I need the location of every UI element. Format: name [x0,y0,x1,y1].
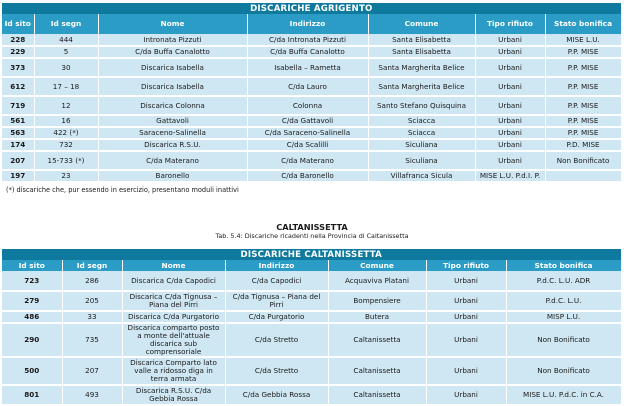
table-cell: Sciacca [368,127,475,139]
column-header: Comune [368,14,475,34]
table-cell: MISE L.U. P.d.I. P. [475,170,545,182]
table-cell: C/da Lauro [247,77,368,96]
table-cell: Caltanissetta [328,323,426,357]
caltanissetta-table [2,249,622,406]
table-cell: P.P. MISE [545,115,621,127]
table-cell: C/da Saraceno-Salinella [247,127,368,139]
table-row [2,271,621,291]
table-cell: Non Bonificato [506,357,621,385]
table-cell: Santa Elisabetta [368,46,475,58]
table-cell: 16 [34,115,98,127]
table-cell: Discarica C/da Capodici [122,271,225,291]
column-header: Tipo rifiuto [475,14,545,34]
table-cell: 17 – 18 [34,77,98,96]
table-row [2,385,621,405]
table-cell: 30 [34,58,98,77]
table-cell: 801 [2,385,62,405]
table-cell: 373 [2,58,34,77]
table-cell: C/da Stretto [225,357,328,385]
column-header: Comune [328,260,426,271]
table-cell: C/da Capodici [225,271,328,291]
table-cell: Non Bonificato [506,323,621,357]
table-cell: Discarica R.S.U. C/da Gebbia Rossa [122,385,225,405]
table-cell: 444 [34,34,98,46]
table-cell: Saraceno-Salinella [98,127,247,139]
table-cell: 12 [34,96,98,115]
column-header: Id segn [62,260,122,271]
table-cell: Santo Stefano Quisquina [368,96,475,115]
table-cell: Discarica Colonna [98,96,247,115]
table-cell: P.P. MISE [545,77,621,96]
table-cell: Urbani [475,46,545,58]
table-cell: Urbani [475,58,545,77]
table-cell: Discarica C/da Purgatorio [122,311,225,323]
table-cell: 422 (*) [34,127,98,139]
table-cell: C/da Tignusa – Piana del Pirri [225,291,328,311]
table-cell [545,170,621,182]
table-cell: Urbani [426,271,506,291]
table-row [2,115,621,127]
table-cell: Villafranca Sicula [368,170,475,182]
table-cell: 563 [2,127,34,139]
table-row [2,323,621,357]
table-title: DISCARICHE CALTANISSETTA [2,249,621,260]
table-cell: P.d.C. L.U. [506,291,621,311]
table-row [2,170,621,182]
table-cell: Urbani [475,34,545,46]
table-cell: Isabella – Rametta [247,58,368,77]
table-cell: 207 [62,357,122,385]
table-cell: 561 [2,115,34,127]
table-cell: 612 [2,77,34,96]
column-header: Nome [122,260,225,271]
table-cell: Siculiana [368,151,475,170]
table-cell: MISE L.U. P.d.C. in C.A. [506,385,621,405]
column-header: Id sito [2,14,34,34]
column-header: Stato bonifica [545,14,621,34]
table-cell: Urbani [475,77,545,96]
table-cell: Urbani [475,115,545,127]
table-cell: Discarica comparto posto a monte dell'attuale discarica sub comprensoriale [122,323,225,357]
table-cell: Urbani [426,323,506,357]
table-row [2,357,621,385]
table-row [2,151,621,170]
table-cell: 197 [2,170,34,182]
agrigento-table [2,3,622,183]
table-cell: P.P. MISE [545,58,621,77]
table-cell: 290 [2,323,62,357]
column-header: Id sito [2,260,62,271]
table-cell: 5 [34,46,98,58]
table-cell: Baronello [98,170,247,182]
table-cell: Urbani [426,385,506,405]
table-row [2,46,621,58]
table-cell: 33 [62,311,122,323]
table-cell: Urbani [475,96,545,115]
table-cell: 229 [2,46,34,58]
table-cell: Discarica Isabella [98,58,247,77]
table-cell: C/da Gebbia Rossa [225,385,328,405]
table-cell: C/da Scalilli [247,139,368,151]
column-header: Indirizzo [247,14,368,34]
column-header: Id segn [34,14,98,34]
table-row [2,291,621,311]
column-header: Tipo rifiuto [426,260,506,271]
table-cell: 735 [62,323,122,357]
table-cell: Gattavoli [98,115,247,127]
column-header: Stato bonifica [506,260,621,271]
table-cell: Non Bonificato [545,151,621,170]
table-cell: Acquaviva Platani [328,271,426,291]
column-header: Nome [98,14,247,34]
table-cell: P.P. MISE [545,46,621,58]
table-row [2,127,621,139]
footnote: (*) discariche che, pur essendo in esercizio, presentano moduli inattivi [6,186,239,194]
table-cell: Urbani [426,311,506,323]
table-row [2,311,621,323]
table-cell: C/da Intronata Pizzuti [247,34,368,46]
table-caption: Tab. 5.4: Discariche ricadenti nella Provincia di Caltanissetta [215,232,409,240]
table-cell: Discarica C/da Tignusa – Piana del Pirri [122,291,225,311]
table-row [2,58,621,77]
table-cell: 486 [2,311,62,323]
table-cell: Butera [328,311,426,323]
table-cell: 286 [62,271,122,291]
table-cell: 23 [34,170,98,182]
table-cell: MISE L.U. [545,34,621,46]
table-cell: Caltanissetta [328,385,426,405]
table-cell: Siculiana [368,139,475,151]
table-cell: Urbani [426,291,506,311]
table-cell: Urbani [475,139,545,151]
table-cell: Sciacca [368,115,475,127]
table-row [2,96,621,115]
table-row [2,77,621,96]
table-cell: P.d.C. L.U. ADR [506,271,621,291]
table-cell: 493 [62,385,122,405]
table-cell: 719 [2,96,34,115]
table-cell: Intronata Pizzuti [98,34,247,46]
table-row [2,139,621,151]
table-cell: C/da Purgatorio [225,311,328,323]
table-cell: Bompensiere [328,291,426,311]
table-cell: Caltanissetta [328,357,426,385]
table-cell: Santa Margherita Belice [368,77,475,96]
table-cell: 174 [2,139,34,151]
table-cell: C/da Materano [98,151,247,170]
table-cell: P.P. MISE [545,96,621,115]
table-cell: Urbani [475,127,545,139]
table-cell: 15-733 (*) [34,151,98,170]
table-cell: MISP L.U. [506,311,621,323]
table-cell: Santa Elisabetta [368,34,475,46]
table-cell: Discarica Comparto lato valle a ridosso diga in terra armata [122,357,225,385]
table-cell: 207 [2,151,34,170]
column-header: Indirizzo [225,260,328,271]
table-row [2,34,621,46]
table-cell: 228 [2,34,34,46]
table-cell: Urbani [475,151,545,170]
table-cell: 732 [34,139,98,151]
table-cell: C/da Baronello [247,170,368,182]
table-cell: P.P. MISE [545,127,621,139]
table-cell: C/da Materano [247,151,368,170]
table-cell: Discarica Isabella [98,77,247,96]
table-cell: P.D. MISE [545,139,621,151]
table-cell: 279 [2,291,62,311]
table-cell: C/da Stretto [225,323,328,357]
table-cell: 500 [2,357,62,385]
table-cell: C/da Buffa Canalotto [247,46,368,58]
table-cell: Colonna [247,96,368,115]
section-title: CALTANISSETTA [276,222,348,232]
table-cell: 723 [2,271,62,291]
table-cell: C/da Gattavoli [247,115,368,127]
table-title: DISCARICHE AGRIGENTO [2,3,621,14]
table-cell: 205 [62,291,122,311]
table-cell: Discarica R.S.U. [98,139,247,151]
table-cell: Urbani [426,357,506,385]
table-cell: C/da Buffa Canalotto [98,46,247,58]
table-cell: Santa Margherita Belice [368,58,475,77]
